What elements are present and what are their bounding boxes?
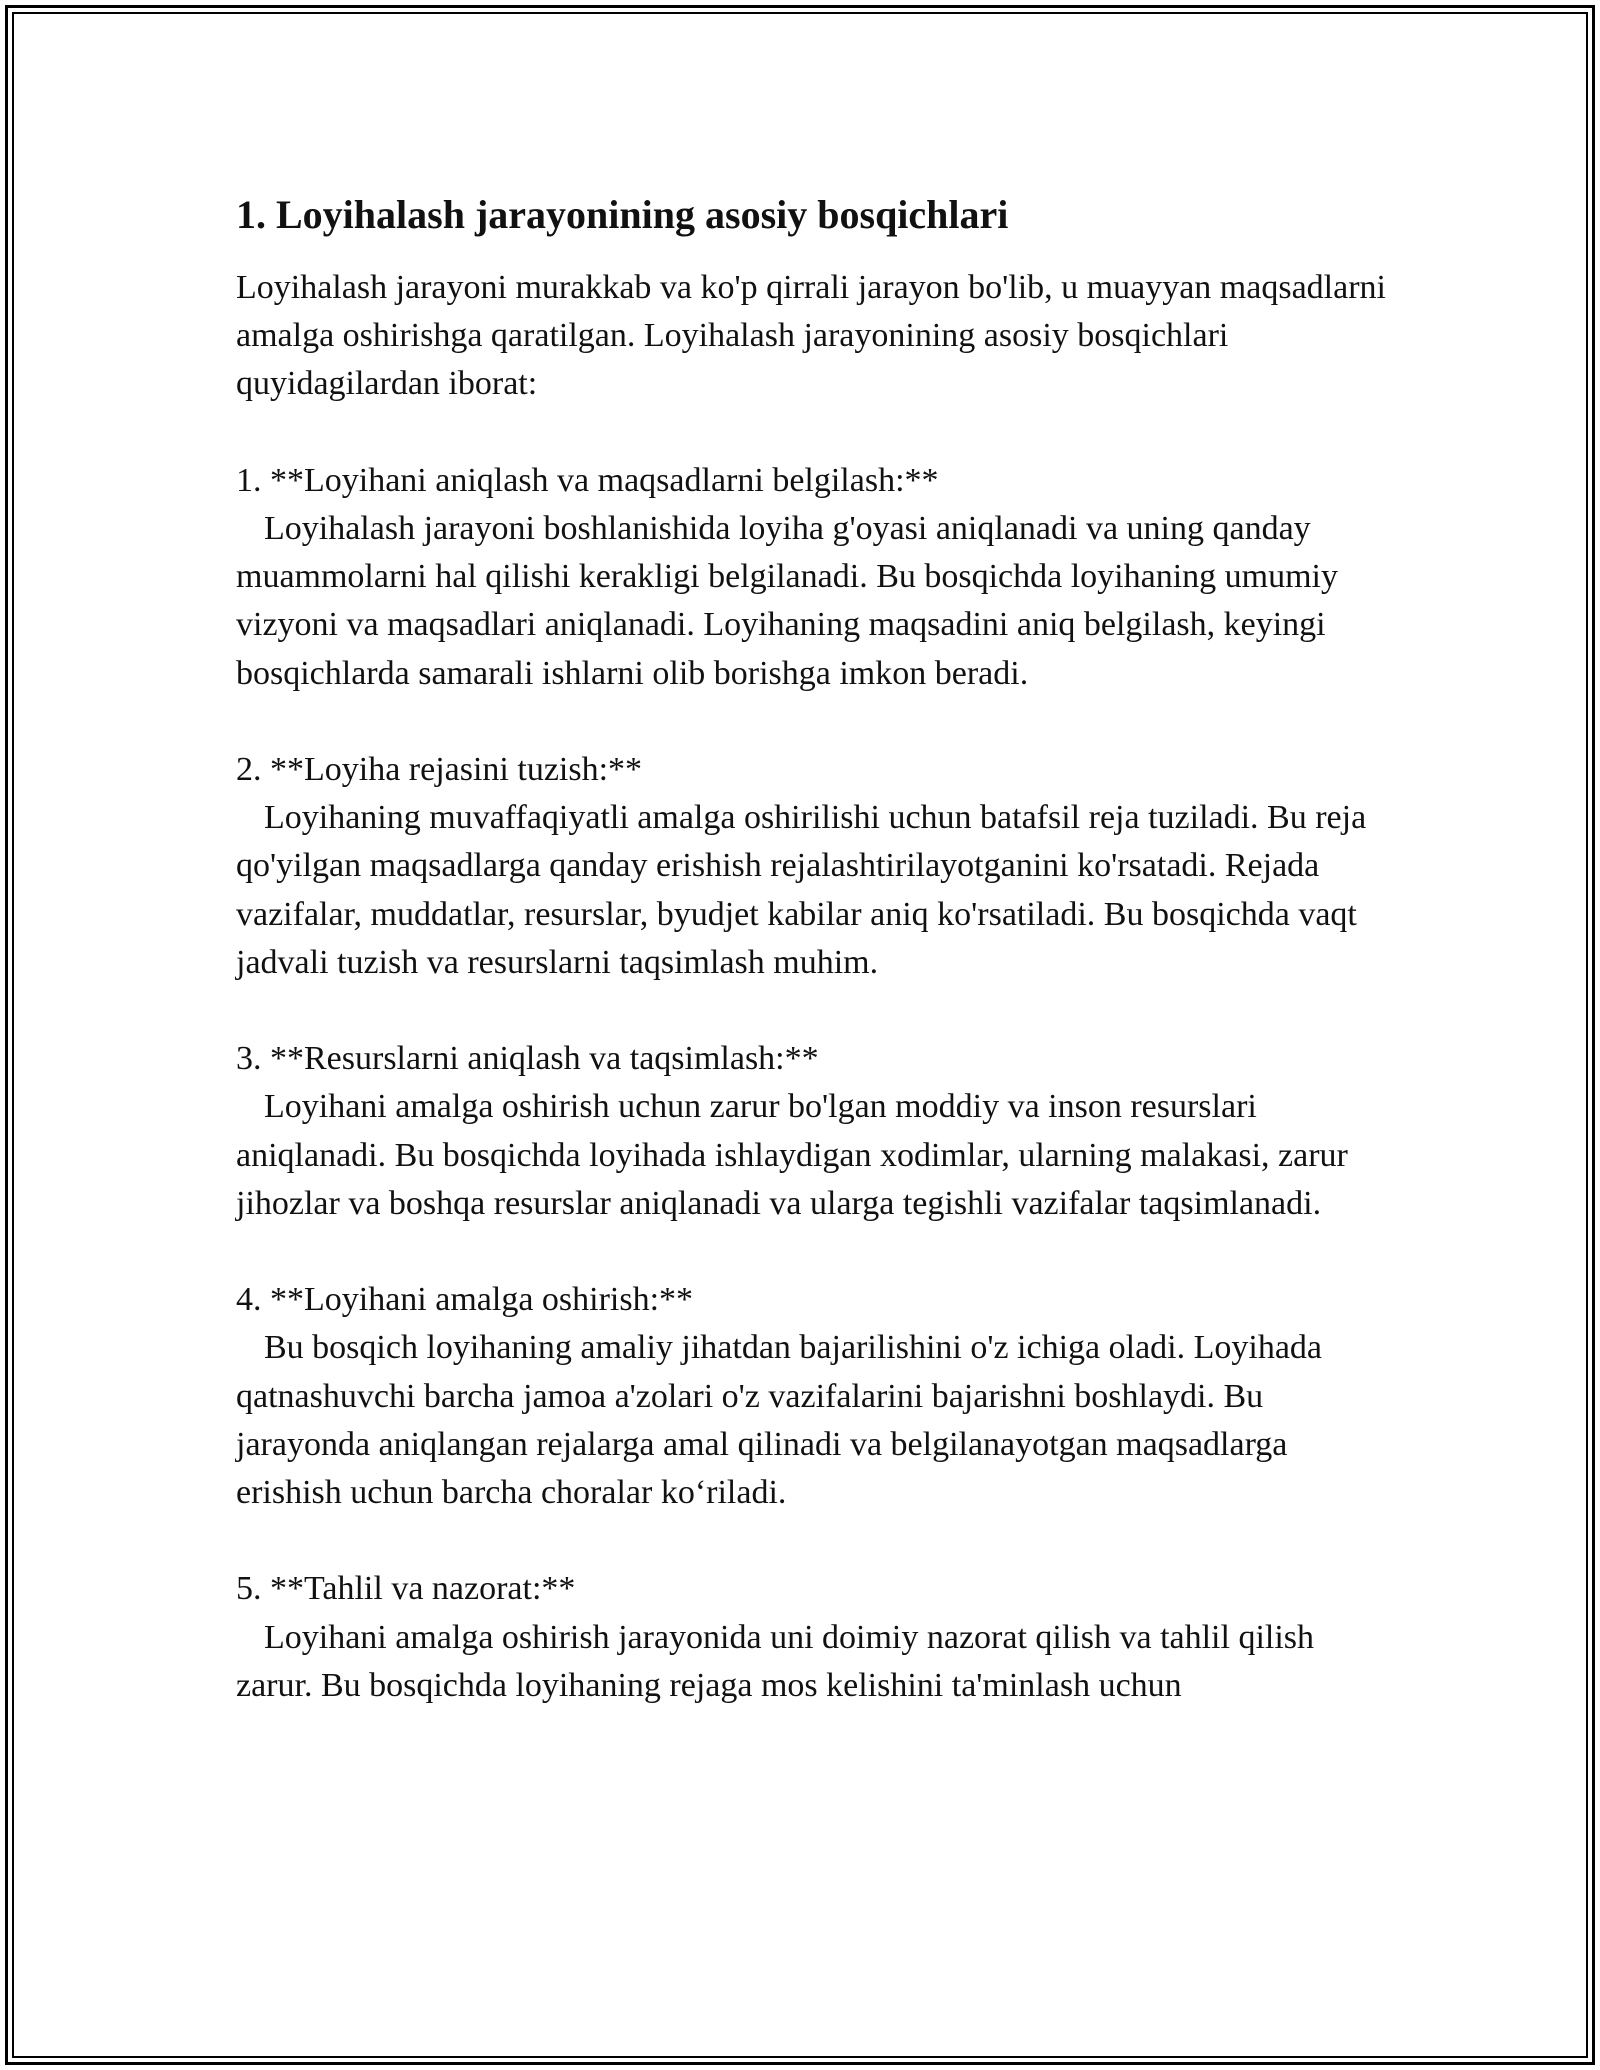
section-3 [236, 1035, 1396, 1228]
section-paragraph: Bu bosqich loyihaning amaliy jihatdan bajarilishini o'z ichiga oladi. Loyihada qatnashuvchi barcha jamoa a'zolari o'z vazifalarini bajarishni boshlaydi. Bu jarayonda aniqlangan rejalarga amal qilinadi va belgilanayotgan maqsadlarga erishish uchun barcha choralar ko‘riladi. [236, 1329, 1323, 1512]
section-paragraph: Loyihani amalga oshirish uchun zarur bo'lgan moddiy va inson resurslari aniqlanadi. Bu bosqichda loyihada ishlaydigan xodimlar, ularning malakasi, zarur jihozlar va boshqa resurslar aniqlanadi va ularga tegishli vazifalar taqsimlanadi. [236, 1088, 1348, 1222]
section-paragraph: Loyihalash jarayoni boshlanishida loyiha g'oyasi aniqlanadi va uning qanday muammolarni hal qilishi kerakligi belgilanadi. Bu bosqichda loyihaning umumiy vizyoni va maqsadlari aniqlanadi. Loyihaning maqsadini aniq belgilash, keyingi bosqichlarda samarali ishlarni olib borishga imkon beradi. [236, 510, 1338, 692]
section-heading: 1. **Loyihani aniqlash va maqsadlarni belgilash:** [236, 461, 939, 499]
section-heading: 4. **Loyihani amalga oshirish:** [236, 1281, 694, 1319]
section-1 [236, 457, 1396, 698]
section-4 [236, 1276, 1396, 1517]
section-2 [236, 746, 1396, 987]
document-body [236, 186, 1396, 1710]
section-paragraph: Loyihaning muvaffaqiyatli amalga oshirilishi uchun batafsil reja tuziladi. Bu reja qo'yilgan maqsadlarga qanday erishish rejalashtirilayotganini ko'rsatadi. Rejada vazifalar, muddatlar, resurslar, byudjet kabilar aniq ko'rsatiladi. Bu bosqichda vaqt jadvali tuzish va resurslarni taqsimlash muhim. [236, 799, 1367, 981]
section-heading: 2. **Loyiha rejasini tuzish:** [236, 751, 643, 788]
intro-paragraph: Loyihalash jarayoni murakkab va ko'p qirrali jarayon bo'lib, u muayyan maqsadlarni amalga oshirishga qaratilgan. Loyihalash jarayonining asosiy bosqichlari quyidagilardan iborat: [236, 269, 1386, 403]
document-title: 1. Loyihalash jarayonining asosiy bosqichlari [236, 192, 1009, 237]
section-heading: 3. **Resurslarni aniqlash va taqsimlash:** [236, 1040, 819, 1078]
section-paragraph: Loyihani amalga oshirish jarayonida uni doimiy nazorat qilish va tahlil qilish zarur. Bu bosqichda loyihaning rejaga mos kelishini ta'minlash uchun [236, 1618, 1315, 1704]
section-heading: 5. **Tahlil va nazorat:** [236, 1570, 576, 1608]
section-5 [236, 1565, 1396, 1710]
